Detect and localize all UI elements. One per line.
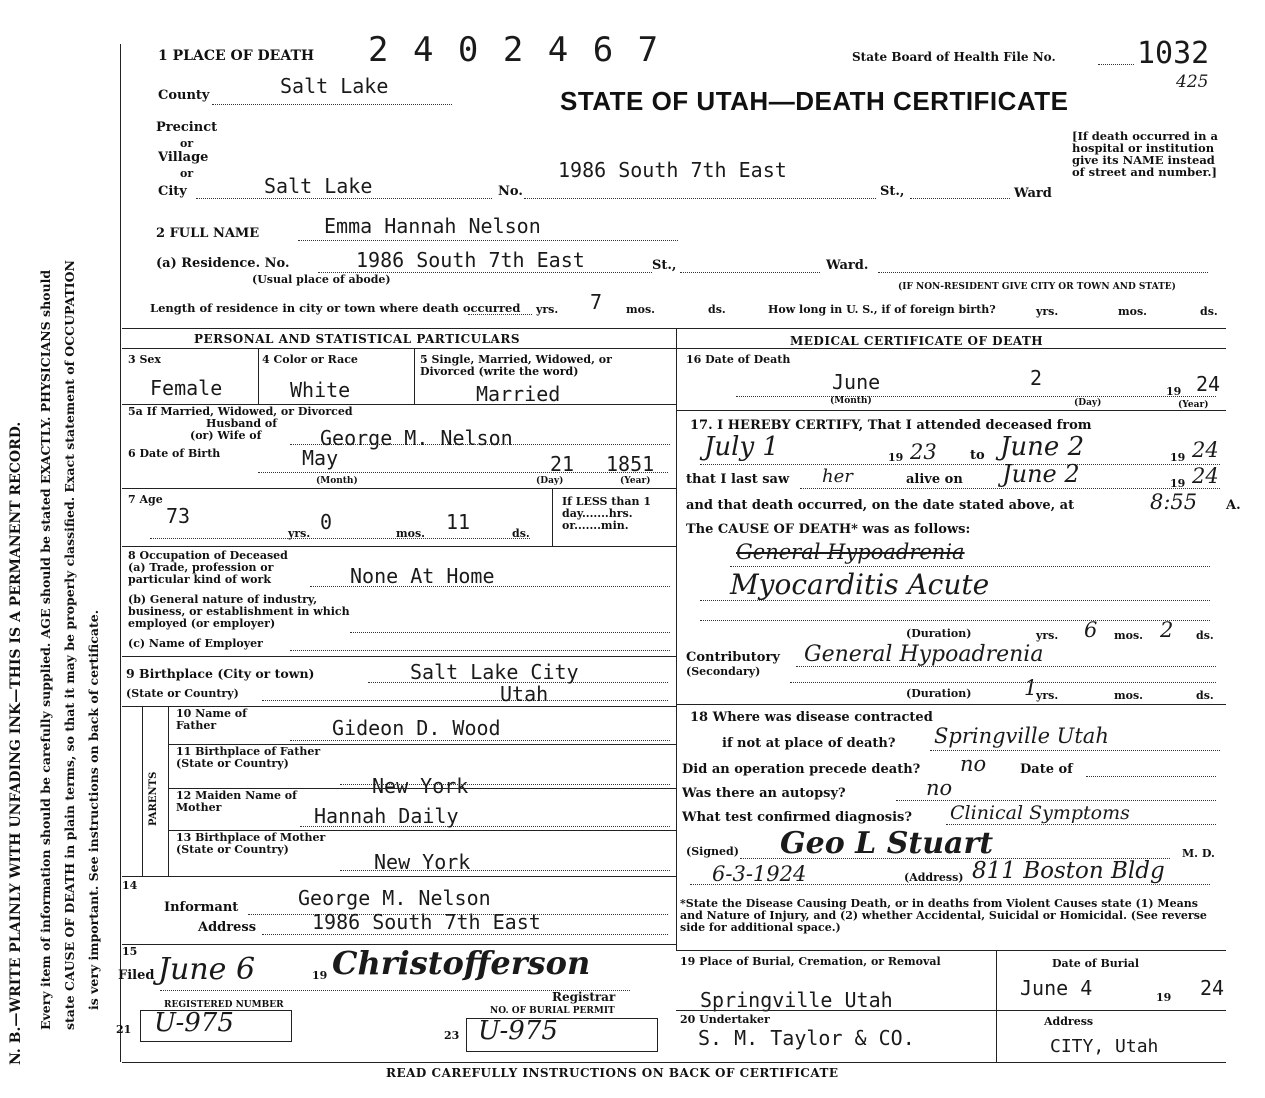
signed-date: 6-3-1924 (712, 862, 807, 886)
registrar-label: Registrar (552, 990, 616, 1004)
occupation-label: 8 Occupation of Deceased (128, 549, 288, 562)
footer-instructions: READ CAREFULLY INSTRUCTIONS ON BACK OF CERTIFICATE (386, 1066, 839, 1080)
operation-question: Did an operation precede death? (682, 762, 921, 777)
medical-heading: MEDICAL CERTIFICATE OF DEATH (790, 334, 1044, 348)
spouse-label-1: 5a If Married, Widowed, or Divorced (128, 405, 353, 418)
registrar-signature: Christofferson (332, 944, 591, 982)
disease-contracted: Springville Utah (934, 724, 1109, 748)
file-number-handwritten: 425 (1176, 72, 1209, 92)
alive-year: 24 (1192, 464, 1219, 488)
autopsy-answer: no (926, 776, 953, 800)
parents-label: PARENTS (148, 771, 159, 826)
autopsy-question: Was there an autopsy? (682, 786, 846, 801)
left-border (120, 44, 121, 1062)
village-label: Village (158, 150, 209, 165)
sex-value: Female (150, 376, 223, 400)
death-month: June (832, 370, 881, 394)
place-of-death-label: 1 PLACE OF DEATH (158, 48, 315, 64)
usual-abode-label: (Usual place of abode) (252, 273, 391, 286)
st-label: St., (880, 184, 905, 199)
dob-day: 21 (550, 452, 575, 476)
sex-label: 3 Sex (128, 353, 161, 366)
alive-date: June 2 (1002, 460, 1080, 488)
dob-month: May (302, 446, 339, 470)
operation-answer: no (960, 752, 987, 776)
physician-address: 811 Boston Bldg (972, 858, 1165, 884)
contributory-duration-years: 1 (1024, 676, 1038, 700)
registered-number: U-975 (154, 1008, 234, 1038)
center-divider (676, 328, 677, 950)
certificate-number: 2 4 0 2 4 6 7 (368, 30, 661, 70)
spouse-name: George M. Nelson (320, 426, 513, 450)
county-value: Salt Lake (280, 74, 389, 98)
file-number-label: State Board of Health File No. (852, 50, 1056, 64)
age-days: 11 (446, 510, 471, 534)
disease-contracted-label: 18 Where was disease contracted (690, 710, 933, 725)
undertaker-name: S. M. Taylor & CO. (698, 1026, 915, 1050)
certificate-title: STATE OF UTAH—DEATH CERTIFICATE (560, 86, 1069, 116)
duration-months: 6 (1084, 618, 1098, 642)
city-value: Salt Lake (264, 174, 373, 198)
side-instruction-3: state CAUSE OF DEATH in plain terms, so that it may be properly classified. Exact statement of OCCUPATION (62, 260, 77, 1030)
non-resident-note: (IF NON-RESIDENT GIVE CITY OR TOWN AND STATE) (898, 282, 1176, 292)
registered-number-label: REGISTERED NUMBER (164, 1000, 284, 1010)
physician-signature: Geo L Stuart (780, 826, 994, 861)
burial-date: June 4 (1020, 976, 1093, 1000)
race-value: White (290, 378, 351, 402)
burial-permit-label: NO. OF BURIAL PERMIT (490, 1006, 615, 1016)
age-years: 73 (166, 504, 191, 528)
burial-year: 24 (1200, 976, 1225, 1000)
attended-from: July 1 (704, 432, 779, 462)
us-residence-label: How long in U. S., if of foreign birth? (768, 303, 996, 316)
last-saw-pronoun: her (822, 466, 853, 487)
mother-name: Hannah Daily (314, 804, 459, 828)
diagnosis-test-question: What test confirmed diagnosis? (682, 810, 912, 825)
county-label: County (158, 88, 210, 103)
birthplace-state: Utah (500, 682, 549, 706)
burial-permit-number: U-975 (478, 1016, 558, 1046)
precinct-label: Precinct (156, 120, 218, 135)
mother-birthplace: New York (374, 850, 471, 874)
filed-date: June 6 (158, 952, 256, 987)
full-name-label: 2 FULL NAME (156, 226, 260, 241)
hospital-note: [If death occurred in a hospital or institution give its NAME instead of street and number.] (1072, 129, 1218, 179)
length-residence-label: Length of residence in city or town where death occurred (150, 301, 521, 315)
cause-label: The CAUSE OF DEATH* was as follows: (686, 522, 971, 537)
cause-struck: General Hypoadrenia (736, 540, 965, 564)
informant-address: 1986 South 7th East (312, 910, 541, 934)
city-label: City (158, 184, 187, 199)
birthplace-city: Salt Lake City (410, 660, 579, 684)
undertaker-address: CITY, Utah (1050, 1036, 1159, 1057)
side-instruction-1: N. B.—WRITE PLAINLY WITH UNFADING INK—THIS IS A PERMANENT RECORD. (8, 421, 24, 1065)
attended-to: June 2 (1000, 432, 1085, 462)
father-label: 10 Name of Father (176, 707, 247, 732)
mother-label: 12 Maiden Name of Mother (176, 789, 297, 814)
street-address: 1986 South 7th East (558, 158, 787, 182)
file-number: 1032 (1137, 36, 1210, 71)
contributory-label: Contributory (686, 650, 780, 665)
full-name: Emma Hannah Nelson (324, 214, 541, 238)
diagnosis-test: Clinical Symptoms (950, 802, 1130, 824)
attended-to-year: 24 (1192, 438, 1219, 462)
death-day: 2 (1030, 366, 1043, 390)
duration-days: 2 (1160, 618, 1174, 642)
certify-text: 17. I HEREBY CERTIFY, That I attended deceased from (690, 418, 1092, 433)
cause-note: *State the Disease Causing Death, or in deaths from Violent Causes state (1) Means and Nature of Injury, and (2) whether Accidental, Suicidal or Homicidal. (See reverse side for additional space.) (680, 897, 1207, 934)
dob-label: 6 Date of Birth (128, 447, 221, 460)
personal-heading: PERSONAL AND STATISTICAL PARTICULARS (194, 332, 521, 346)
death-year: 24 (1196, 372, 1221, 396)
father-birthplace: New York (372, 774, 469, 798)
age-label: 7 Age (128, 493, 163, 506)
father-name: Gideon D. Wood (332, 716, 501, 740)
father-birthplace-label: 11 Birthplace of Father (State or Country) (176, 745, 321, 770)
ward-label: Ward (1014, 186, 1052, 201)
street-no-label: No. (498, 184, 523, 199)
residence-label: (a) Residence. No. (156, 256, 290, 271)
death-time: 8:55 (1150, 490, 1198, 514)
occupation-value: None At Home (350, 564, 495, 588)
less-than-day: If LESS than 1 day.......hrs. or.......min. (562, 495, 651, 532)
race-label: 4 Color or Race (262, 353, 358, 366)
residence-value: 1986 South 7th East (356, 248, 585, 272)
date-of-death-label: 16 Date of Death (686, 353, 791, 366)
side-instruction-4: is very important. See instructions on back of certificate. (86, 609, 101, 1010)
age-months: 0 (320, 510, 333, 534)
filed-label: Filed (118, 968, 155, 983)
birthplace-label: 9 Birthplace (City or town) (126, 666, 315, 681)
informant-address-label: Address (198, 920, 257, 935)
undertaker-label: 20 Undertaker (680, 1013, 770, 1026)
burial-place-label: 19 Place of Burial, Cremation, or Removal (680, 955, 941, 968)
attended-from-year: 23 (910, 440, 937, 464)
marital-value: Married (476, 382, 561, 406)
burial-place: Springville Utah (700, 988, 893, 1012)
marital-label: 5 Single, Married, Widowed, or Divorced (write the word) (420, 353, 612, 378)
dob-year: 1851 (606, 452, 655, 476)
undertaker-address-label: Address (1044, 1015, 1094, 1028)
informant-name: George M. Nelson (298, 886, 491, 910)
length-years: 7 (590, 290, 603, 314)
mother-birthplace-label: 13 Birthplace of Mother (State or Country) (176, 831, 326, 856)
cause-of-death: Myocarditis Acute (730, 568, 990, 601)
informant-label: Informant (164, 900, 239, 915)
contributory-cause: General Hypoadrenia (804, 642, 1044, 667)
burial-date-label: Date of Burial (1052, 957, 1140, 970)
side-instruction-2: Every item of information should be carefully supplied. AGE should be stated EXACTLY. PHYSICIANS should (38, 269, 53, 1030)
